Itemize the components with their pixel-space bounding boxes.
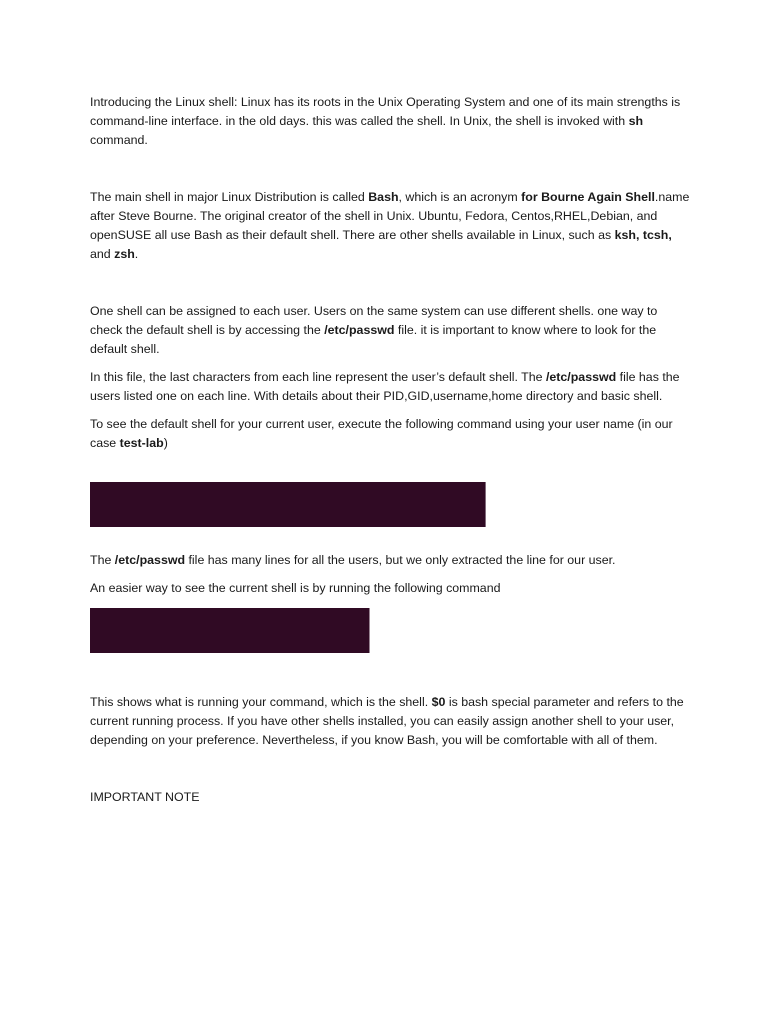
text: Introducing the Linux shell: Linux has its roots in the Unix Operating System and one of its main strengths is command-line interface. in the old days. this was called the shell. In Unix, the shell is invoked with	[90, 95, 681, 128]
bold-text: /etc/passwd	[545, 370, 617, 384]
text: The main shell in major Linux Distribution is called	[90, 190, 369, 204]
text: file has many lines for all the users, but we only extracted the line for our user.	[185, 553, 616, 567]
text: , which is an acronym	[398, 190, 522, 204]
prompt-user-host	[92, 526, 265, 527]
bold-text: Bash	[368, 190, 399, 204]
terminal-prompt-line	[92, 650, 366, 653]
text: file has the users listed one on each line. With details about their PID,GID,username,home directory and basic shell.	[90, 370, 680, 403]
text: An easier way to see the current shell is by running the following command	[90, 581, 501, 595]
text: file. it is important to know where to look for the default shell.	[90, 323, 657, 356]
terminal-screenshot-passwd	[90, 482, 486, 527]
paragraph-bash	[90, 188, 690, 264]
paragraph-easier-way	[90, 579, 690, 598]
bold-text: $0	[431, 695, 446, 709]
prompt-dollar	[276, 652, 288, 653]
paragraph-one-shell	[90, 302, 690, 359]
text: In this file, the last characters from each line represent the user’s default shell. The	[90, 370, 546, 384]
paragraph-file-details	[90, 368, 690, 406]
important-note-heading	[90, 788, 690, 807]
terminal-command	[288, 652, 330, 653]
text: and	[90, 247, 115, 261]
text: To see the default shell for your current user, execute the following command using your user name (in our case	[90, 417, 673, 450]
text: is bash special parameter and refers to the current running process. If you have other shells installed, you can easily assign another shell to your user, depending on your preference. Nevertheless, if you know Bash, you will be comfortable with all of them.	[90, 695, 684, 747]
text: One shell can be assigned to each user. Users on the same system can use different shells. one way to check the default shell is by accessing the	[90, 304, 658, 337]
text: IMPORTANT NOTE	[90, 790, 200, 804]
prompt-user-host	[92, 652, 265, 653]
bold-text: sh	[628, 114, 644, 128]
text: .	[134, 247, 139, 261]
paragraph-dollar-zero	[90, 693, 690, 750]
terminal-prompt-line	[92, 524, 482, 527]
text: This shows what is running your command, which is the shell.	[90, 695, 432, 709]
text: The	[90, 553, 115, 567]
bold-text: ksh, tcsh,	[614, 228, 672, 242]
terminal-screenshot-echo	[90, 608, 370, 653]
bold-text: zsh	[114, 247, 135, 261]
text: .name after Steve Bourne. The original creator of the shell in Unix. Ubuntu, Fedora, Centos,RHEL,Debian, and openSUSE all use Bash as their default shell. There are other shells available in Linux, such as	[90, 190, 690, 242]
text: command.	[90, 133, 148, 147]
bold-text: /etc/passwd	[114, 553, 186, 567]
bold-text: for Bourne Again Shell	[521, 190, 655, 204]
text: )	[163, 436, 168, 450]
paragraph-extracted-line	[90, 551, 690, 570]
prompt-dollar	[276, 526, 288, 527]
terminal-command	[288, 526, 473, 527]
document-page	[90, 93, 690, 807]
bold-text: /etc/passwd	[324, 323, 395, 337]
paragraph-intro	[90, 93, 690, 150]
bold-text: test-lab	[119, 436, 164, 450]
paragraph-default-shell	[90, 415, 690, 453]
